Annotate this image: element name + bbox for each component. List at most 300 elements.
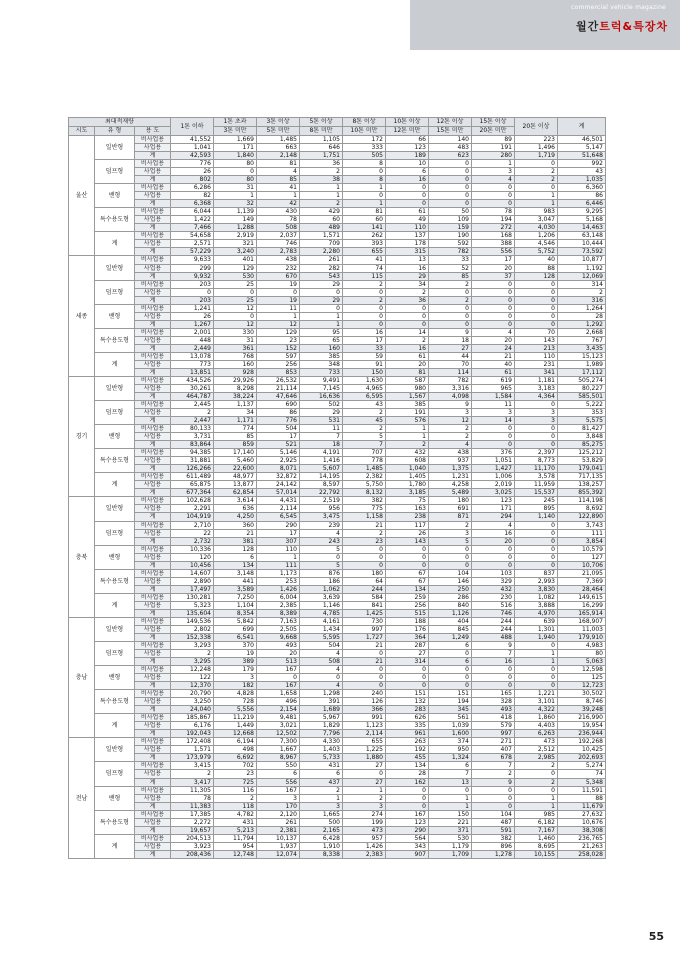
row-total-cell: 8,692 <box>558 505 606 513</box>
value-cell: 3,183 <box>515 384 558 392</box>
value-cell: 431 <box>214 818 257 826</box>
table-row <box>69 714 606 722</box>
value-cell: 230 <box>472 593 515 601</box>
row-total-cell: 168,907 <box>558 617 606 625</box>
value-cell: 3 <box>300 802 343 810</box>
value-cell: 980 <box>386 384 429 392</box>
value-cell: 434,526 <box>171 376 214 384</box>
value-cell: 0 <box>257 288 300 296</box>
value-cell: 2,382 <box>343 473 386 481</box>
value-cell: 2,114 <box>257 505 300 513</box>
row-total-cell: 11,679 <box>558 802 606 810</box>
table-row <box>69 304 606 312</box>
value-cell: 32 <box>214 200 257 208</box>
value-cell: 0 <box>429 304 472 312</box>
use-label: 계 <box>135 417 171 425</box>
value-cell: 0 <box>300 288 343 296</box>
use-label: 비사업용 <box>135 762 171 770</box>
row-total-cell: 5,222 <box>558 401 606 409</box>
value-cell: 1,051 <box>472 457 515 465</box>
value-cell: 180 <box>343 569 386 577</box>
table-row <box>69 497 606 505</box>
value-cell: 3,101 <box>515 698 558 706</box>
table-row <box>69 457 606 465</box>
value-cell: 871 <box>429 513 472 521</box>
table-row <box>69 272 606 280</box>
value-cell: 1 <box>343 786 386 794</box>
value-cell: 129 <box>257 328 300 336</box>
value-cell: 655 <box>343 248 386 256</box>
value-cell: 3,830 <box>515 585 558 593</box>
value-cell: 1,460 <box>515 834 558 842</box>
value-cell: 4 <box>300 682 343 690</box>
value-cell: 1 <box>515 650 558 658</box>
col-header-1-top: 1톤 초과 <box>214 118 257 127</box>
value-cell: 438 <box>429 449 472 457</box>
value-cell: 6,194 <box>214 738 257 746</box>
value-cell: 8,354 <box>214 609 257 617</box>
value-cell: 126,266 <box>171 465 214 473</box>
value-cell: 178 <box>386 240 429 248</box>
use-label: 사업용 <box>135 481 171 489</box>
value-cell: 7,163 <box>257 617 300 625</box>
vehicle-type-label: 특수용도형 <box>95 810 135 834</box>
row-total-cell: 7,369 <box>558 577 606 585</box>
value-cell: 429 <box>300 208 343 216</box>
value-cell: 608 <box>386 457 429 465</box>
value-cell: 27 <box>429 344 472 352</box>
value-cell: 134 <box>214 561 257 569</box>
use-label: 사업용 <box>135 192 171 200</box>
table-row <box>69 481 606 489</box>
table-row <box>69 722 606 730</box>
value-cell: 5 <box>300 561 343 569</box>
value-cell: 16 <box>472 529 515 537</box>
value-cell: 152 <box>257 344 300 352</box>
value-cell: 160 <box>214 360 257 368</box>
col-header-0: 1톤 이하 <box>171 118 214 136</box>
value-cell: 8,695 <box>515 842 558 850</box>
value-cell: 70 <box>515 328 558 336</box>
value-cell: 7,796 <box>300 730 343 738</box>
value-cell: 0 <box>472 794 515 802</box>
corner-label: 최대적재량 <box>69 118 171 127</box>
value-cell: 12 <box>214 304 257 312</box>
value-cell: 1,600 <box>429 730 472 738</box>
value-cell: 61 <box>386 208 429 216</box>
value-cell: 149,536 <box>171 617 214 625</box>
value-cell: 80,133 <box>171 425 214 433</box>
value-cell: 0 <box>300 553 343 561</box>
use-label: 사업용 <box>135 505 171 513</box>
value-cell: 0 <box>386 666 429 674</box>
value-cell: 0 <box>429 786 472 794</box>
value-cell: 733 <box>300 368 343 376</box>
value-cell: 437 <box>300 778 343 786</box>
table-row <box>69 826 606 834</box>
value-cell: 8,071 <box>257 465 300 473</box>
value-cell: 401 <box>214 256 257 264</box>
table-row <box>69 384 606 392</box>
value-cell: 194 <box>472 216 515 224</box>
col-header-7-top: 15톤 이상 <box>472 118 515 127</box>
value-cell: 321 <box>214 240 257 248</box>
value-cell: 393 <box>343 240 386 248</box>
value-cell: 44 <box>429 352 472 360</box>
value-cell: 348 <box>300 360 343 368</box>
value-cell: 776 <box>257 417 300 425</box>
value-cell: 1 <box>515 192 558 200</box>
value-cell: 5 <box>300 545 343 553</box>
value-cell: 3,923 <box>171 842 214 850</box>
col-header-6-bottom: 15톤 미만 <box>429 127 472 136</box>
value-cell: 2,383 <box>343 850 386 858</box>
value-cell: 262 <box>343 232 386 240</box>
value-cell: 152,338 <box>171 633 214 641</box>
value-cell: 8,338 <box>300 850 343 858</box>
value-cell: 773 <box>171 360 214 368</box>
value-cell: 2,512 <box>515 746 558 754</box>
value-cell: 25 <box>214 296 257 304</box>
vehicle-type-label: 특수용도형 <box>95 449 135 473</box>
table-row <box>69 650 606 658</box>
value-cell: 189 <box>386 152 429 160</box>
value-cell: 330 <box>214 328 257 336</box>
value-cell: 8,773 <box>515 457 558 465</box>
value-cell: 1,665 <box>300 810 343 818</box>
brand-name: 트럭&특장차 <box>599 20 668 33</box>
value-cell: 2 <box>343 529 386 537</box>
value-cell: 0 <box>472 192 515 200</box>
value-cell: 171 <box>214 144 257 152</box>
value-cell: 60 <box>343 216 386 224</box>
value-cell: 0 <box>429 176 472 184</box>
value-cell: 1,630 <box>343 376 386 384</box>
vehicle-type-label: 일반형 <box>95 376 135 400</box>
value-cell: 256 <box>257 360 300 368</box>
value-cell: 0 <box>386 200 429 208</box>
value-cell: 504 <box>300 641 343 649</box>
value-cell: 135,604 <box>171 609 214 617</box>
value-cell: 0 <box>515 666 558 674</box>
value-cell: 0 <box>386 545 429 553</box>
table-row <box>69 625 606 633</box>
value-cell: 2 <box>429 521 472 529</box>
value-cell: 29 <box>300 280 343 288</box>
value-cell: 0 <box>343 320 386 328</box>
use-label: 계 <box>135 465 171 473</box>
value-cell: 1,719 <box>515 152 558 160</box>
value-cell: 16 <box>472 658 515 666</box>
value-cell: 382 <box>343 497 386 505</box>
value-cell: 2,445 <box>171 401 214 409</box>
col-header-3-bottom: 8톤 미만 <box>300 127 343 136</box>
value-cell: 561 <box>429 714 472 722</box>
col-header-3-top: 5톤 이상 <box>300 118 343 127</box>
value-cell: 343 <box>386 842 429 850</box>
value-cell: 6,263 <box>515 730 558 738</box>
value-cell: 489 <box>300 224 343 232</box>
value-cell: 840 <box>429 601 472 609</box>
value-cell: 191 <box>472 144 515 152</box>
value-cell: 3 <box>429 529 472 537</box>
value-cell: 0 <box>429 184 472 192</box>
col-header-5-top: 10톤 이상 <box>386 118 429 127</box>
row-total-cell: 202,693 <box>558 754 606 762</box>
value-cell: 8,967 <box>257 754 300 762</box>
use-label: 계 <box>135 489 171 497</box>
row-total-cell: 855,392 <box>558 489 606 497</box>
value-cell: 261 <box>300 256 343 264</box>
value-cell: 167 <box>386 810 429 818</box>
use-label: 사업용 <box>135 650 171 658</box>
value-cell: 231 <box>515 360 558 368</box>
value-cell: 853 <box>257 368 300 376</box>
value-cell: 0 <box>472 682 515 690</box>
col-header-1-bottom: 3톤 미만 <box>214 127 257 136</box>
value-cell: 4,191 <box>300 449 343 457</box>
value-cell: 4 <box>429 441 472 449</box>
value-cell: 11,170 <box>515 465 558 473</box>
value-cell: 0 <box>343 561 386 569</box>
table-row <box>69 360 606 368</box>
value-cell: 0 <box>429 553 472 561</box>
row-total-cell: 17,112 <box>558 368 606 376</box>
value-cell: 0 <box>472 441 515 449</box>
value-cell: 0 <box>429 200 472 208</box>
value-cell: 859 <box>214 441 257 449</box>
value-cell: 3,250 <box>171 698 214 706</box>
value-cell: 0 <box>343 666 386 674</box>
value-cell: 937 <box>429 457 472 465</box>
value-cell: 636 <box>214 505 257 513</box>
value-cell: 1 <box>300 794 343 802</box>
value-cell: 1,403 <box>300 746 343 754</box>
value-cell: 13,877 <box>214 481 257 489</box>
value-cell: 167 <box>257 786 300 794</box>
value-cell: 2,449 <box>171 344 214 352</box>
value-cell: 0 <box>343 168 386 176</box>
value-cell: 38,224 <box>214 393 257 401</box>
value-cell: 5,733 <box>300 754 343 762</box>
value-cell: 699 <box>214 625 257 633</box>
value-cell: 13,078 <box>171 352 214 360</box>
use-label: 사업용 <box>135 770 171 778</box>
value-cell: 0 <box>515 433 558 441</box>
value-cell: 0 <box>515 674 558 682</box>
value-cell: 455 <box>386 754 429 762</box>
table-row <box>69 336 606 344</box>
value-cell: 95 <box>300 328 343 336</box>
value-cell: 10,137 <box>257 834 300 842</box>
value-cell: 483 <box>429 144 472 152</box>
value-cell: 28 <box>386 770 429 778</box>
value-cell: 0 <box>429 288 472 296</box>
value-cell: 556 <box>472 248 515 256</box>
value-cell: 29 <box>386 272 429 280</box>
value-cell: 371 <box>429 826 472 834</box>
value-cell: 18 <box>429 336 472 344</box>
value-cell: 9,668 <box>257 633 300 641</box>
value-cell: 256 <box>386 601 429 609</box>
table-row <box>69 537 606 545</box>
value-cell: 290 <box>386 826 429 834</box>
value-cell: 1,860 <box>515 714 558 722</box>
vehicle-type-label: 일반형 <box>95 256 135 280</box>
value-cell: 4,828 <box>214 690 257 698</box>
value-cell: 21,114 <box>257 384 300 392</box>
row-total-cell: 179,910 <box>558 633 606 641</box>
value-cell: 22,600 <box>214 465 257 473</box>
row-total-cell: 11,591 <box>558 786 606 794</box>
value-cell: 1,571 <box>171 746 214 754</box>
use-label: 계 <box>135 441 171 449</box>
row-total-cell: 505,274 <box>558 376 606 384</box>
value-cell: 1,041 <box>171 144 214 152</box>
row-total-cell: 353 <box>558 409 606 417</box>
row-total-cell: 3,743 <box>558 521 606 529</box>
row-total-cell: 2,668 <box>558 328 606 336</box>
value-cell: 122 <box>171 674 214 682</box>
row-total-cell: 5,063 <box>558 658 606 666</box>
value-cell: 1,324 <box>429 754 472 762</box>
value-cell: 0 <box>343 288 386 296</box>
value-cell: 1,426 <box>343 842 386 850</box>
use-label: 계 <box>135 200 171 208</box>
value-cell: 0 <box>515 786 558 794</box>
value-cell: 1 <box>386 433 429 441</box>
use-label: 계 <box>135 633 171 641</box>
row-total-cell: 86 <box>558 192 606 200</box>
value-cell: 67 <box>386 577 429 585</box>
value-cell: 17,140 <box>214 449 257 457</box>
col-header-7-bottom: 20톤 미만 <box>472 127 515 136</box>
value-cell: 6 <box>429 762 472 770</box>
use-label: 계 <box>135 537 171 545</box>
col-header-8: 20톤 이상 <box>515 118 558 136</box>
value-cell: 12,748 <box>214 850 257 858</box>
value-cell: 143 <box>386 537 429 545</box>
value-cell: 286 <box>429 593 472 601</box>
table-row <box>69 754 606 762</box>
value-cell: 730 <box>343 617 386 625</box>
value-cell: 1,171 <box>214 417 257 425</box>
value-cell: 123 <box>472 497 515 505</box>
value-cell: 45 <box>343 417 386 425</box>
value-cell: 283 <box>386 706 429 714</box>
value-cell: 0 <box>515 160 558 168</box>
vehicle-type-label: 밴형 <box>95 184 135 208</box>
value-cell: 0 <box>472 433 515 441</box>
row-total-cell: 15,123 <box>558 352 606 360</box>
value-cell: 0 <box>343 192 386 200</box>
row-total-cell: 114,198 <box>558 497 606 505</box>
row-total-cell: 236,944 <box>558 730 606 738</box>
value-cell: 16 <box>343 328 386 336</box>
value-cell: 1,427 <box>472 465 515 473</box>
table-row <box>69 417 606 425</box>
value-cell: 9,633 <box>171 256 214 264</box>
value-cell: 280 <box>472 152 515 160</box>
value-cell: 513 <box>257 658 300 666</box>
value-cell: 655 <box>343 738 386 746</box>
table-row <box>69 666 606 674</box>
value-cell: 191 <box>386 409 429 417</box>
value-cell: 1,126 <box>429 609 472 617</box>
value-cell: 239 <box>300 521 343 529</box>
value-cell: 2,710 <box>171 521 214 529</box>
value-cell: 2 <box>429 280 472 288</box>
use-label: 비사업용 <box>135 160 171 168</box>
value-cell: 0 <box>515 561 558 569</box>
value-cell: 16,636 <box>300 393 343 401</box>
value-cell: 0 <box>343 304 386 312</box>
value-cell: 9 <box>429 328 472 336</box>
value-cell: 4,322 <box>515 706 558 714</box>
value-cell: 11 <box>257 304 300 312</box>
value-cell: 180 <box>429 497 472 505</box>
table-row <box>69 160 606 168</box>
value-cell: 137 <box>386 232 429 240</box>
value-cell: 500 <box>300 818 343 826</box>
row-total-cell: 21,263 <box>558 842 606 850</box>
value-cell: 213 <box>515 344 558 352</box>
value-cell: 245 <box>515 497 558 505</box>
value-cell: 6,428 <box>300 834 343 842</box>
value-cell: 0 <box>214 168 257 176</box>
table-row <box>69 850 606 858</box>
value-cell: 9,491 <box>300 376 343 384</box>
row-total-cell: 3,854 <box>558 537 606 545</box>
value-cell: 431 <box>300 762 343 770</box>
value-cell: 167 <box>257 666 300 674</box>
value-cell: 3 <box>343 802 386 810</box>
row-total-cell: 1,292 <box>558 320 606 328</box>
value-cell: 2,385 <box>257 601 300 609</box>
table-row <box>69 489 606 497</box>
value-cell: 3,475 <box>300 513 343 521</box>
value-cell: 34 <box>214 409 257 417</box>
region-label: 세종 <box>69 256 95 376</box>
row-total-cell: 8,746 <box>558 698 606 706</box>
use-label: 계 <box>135 850 171 858</box>
value-cell: 42 <box>257 200 300 208</box>
value-cell: 391 <box>300 698 343 706</box>
value-cell: 2 <box>214 794 257 802</box>
value-cell: 23 <box>343 537 386 545</box>
use-label: 사업용 <box>135 553 171 561</box>
row-total-cell: 16,299 <box>558 601 606 609</box>
value-cell: 3 <box>214 674 257 682</box>
value-cell: 725 <box>214 778 257 786</box>
value-cell: 128 <box>214 545 257 553</box>
value-cell: 12,502 <box>257 730 300 738</box>
value-cell: 1 <box>515 794 558 802</box>
value-cell: 1,146 <box>300 601 343 609</box>
value-cell: 238 <box>386 513 429 521</box>
value-cell: 21 <box>472 352 515 360</box>
row-total-cell: 4,983 <box>558 641 606 649</box>
value-cell: 10,155 <box>515 850 558 858</box>
value-cell: 1,173 <box>257 569 300 577</box>
table-row <box>69 208 606 216</box>
value-cell: 26 <box>171 168 214 176</box>
region-label: 울산 <box>69 136 95 256</box>
value-cell: 26 <box>386 529 429 537</box>
value-cell: 221 <box>429 818 472 826</box>
brand-prefix: 월간 <box>576 20 600 33</box>
value-cell: 4,970 <box>515 609 558 617</box>
